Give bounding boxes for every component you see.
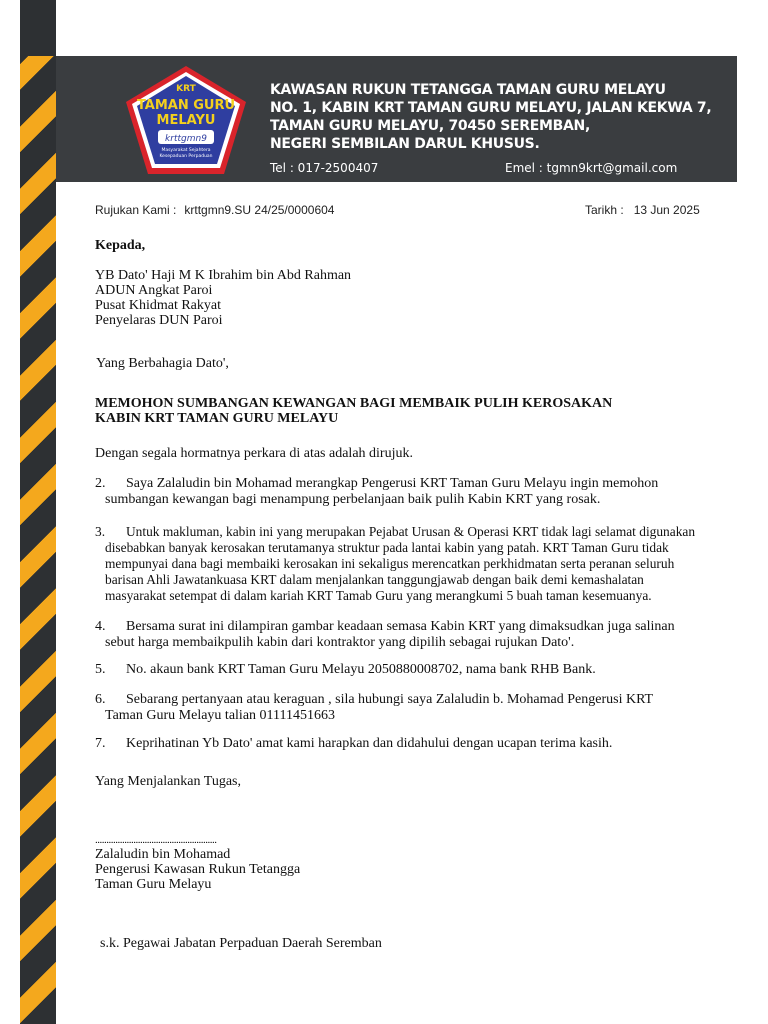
paragraph-text: No. akaun bank KRT Taman Guru Melayu 2050880008702, nama bank RHB Bank. [126,662,596,677]
logo-name-line2: MELAYU [156,113,216,128]
email: Emel : tgmn9krt@gmail.com [505,161,678,175]
krt-logo [124,64,248,176]
recipient-line3: Pusat Khidmat Rakyat [95,298,221,313]
paragraph-number: 7. [95,736,106,751]
opening-sentence: Dengan segala hormatnya perkara di atas adalah dirujuk. [95,446,413,461]
paragraph-number: 5. [95,662,106,677]
kepada-label: Kepada, [95,238,146,253]
paragraph-text: sumbangan kewangan bagi menampung perbelanjaan baik pulih Kabin KRT yang rosak. [105,492,601,507]
recipient-line2: ADUN Angkat Paroi [95,283,213,298]
logo-top-text: KRT [176,84,196,94]
paragraph-5 [95,662,596,678]
paragraph-text: Bersama surat ini dilampiran gambar keadaan semasa Kabin KRT yang dimaksudkan juga salinan [126,619,675,634]
salutation: Yang Berbahagia Dato', [96,356,229,371]
organization-address [270,81,711,153]
date-value: 13 Jun 2025 [633,203,700,217]
subject-line1: MEMOHON SUMBANGAN KEWANGAN BAGI MEMBAIK PULIH KEROSAKAN [95,396,613,411]
org-address-line1: NO. 1, KABIN KRT TAMAN GURU MELAYU, JALAN KEKWA 7, [270,100,712,116]
paragraph-7 [95,736,612,752]
org-address-line3: NEGERI SEMBILAN DARUL KHUSUS. [270,136,540,152]
date-line [585,203,700,217]
logo-badge-text: krttgmn9 [165,134,207,144]
org-name: KAWASAN RUKUN TETANGGA TAMAN GURU MELAYU [270,82,666,98]
org-address-line2: TAMAN GURU MELAYU, 70450 SEREMBAN, [270,118,590,134]
decorative-stripe-band [20,0,56,1024]
cc-line: s.k. Pegawai Jabatan Perpaduan Daerah Seremban [100,936,382,951]
paragraph-3 [95,524,695,604]
paragraph-text: barisan Ahli Jawatankuasa KRT dalam menjalankan tanggungjawab dengan baik demi kemashalatan [105,572,644,587]
paragraph-text: sebut harga membaikpulih kabin dari kontraktor yang dipilih sebagai rujukan Dato'. [105,635,575,650]
logo-name-line1: TAMAN GURU [136,98,236,113]
paragraph-number: 4. [95,619,106,634]
reference-value: krttgmn9.SU 24/25/0000604 [184,203,335,217]
paragraph-2 [95,476,658,508]
reference-label: Rujukan Kami : [95,203,177,217]
closing-phrase: Yang Menjalankan Tugas, [95,774,241,789]
paragraph-number: 2. [95,476,106,491]
paragraph-text: Taman Guru Melayu talian 01111451663 [105,708,335,723]
signatory-org: Taman Guru Melayu [95,877,212,892]
paragraph-text: Sebarang pertanyaan atau keraguan , sila hubungi saya Zalaludin b. Mohamad Pengerusi KRT [126,692,654,707]
signatory-title: Pengerusi Kawasan Rukun Tetangga [95,862,301,877]
signature-line: ...................................................... [95,834,217,846]
paragraph-4 [95,619,675,651]
paragraph-text: masyarakat setempat di dalam kariah KRT Tamab Guru yang merangkumi 5 buah taman kesemuanya. [105,588,652,603]
recipient-name: YB Dato' Haji M K Ibrahim bin Abd Rahman [95,268,352,283]
paragraph-text: Saya Zalaludin bin Mohamad merangkap Pengerusi KRT Taman Guru Melayu ingin memohon [126,476,659,491]
date-label: Tarikh : [585,203,624,217]
paragraph-number: 6. [95,692,106,707]
paragraph-text: disebabkan banyak kerosakan terutamanya struktur pada lantai kabin yang patah. KRT Taman Guru tidak [105,540,669,555]
telephone: Tel : 017-2500407 [270,161,379,175]
paragraph-text: Untuk makluman, kabin ini yang merupakan Pejabat Urusan & Operasi KRT tidak lagi selamat digunakan [126,524,696,539]
signatory-name: Zalaludin bin Mohamad [95,847,231,862]
stripe-top-block [20,0,56,56]
reference-line [95,203,334,217]
logo-tagline-line1: Masyarakat Sejahtera [161,148,211,153]
recipient-line4: Penyelaras DUN Paroi [95,313,223,328]
subject-line2: KABIN KRT TAMAN GURU MELAYU [95,411,339,426]
paragraph-number: 3. [95,524,106,539]
paragraph-text: mempunyai dana bagi membaiki kerosakan ini sekaligus merencatkan perkhidmatan serta peranan seluruh [105,556,675,571]
paragraph-text: Keprihatinan Yb Dato' amat kami harapkan dan didahului dengan ucapan terima kasih. [126,736,613,751]
paragraph-6 [95,692,653,724]
logo-tagline-line2: Kesepaduan Perpaduan [159,154,213,159]
